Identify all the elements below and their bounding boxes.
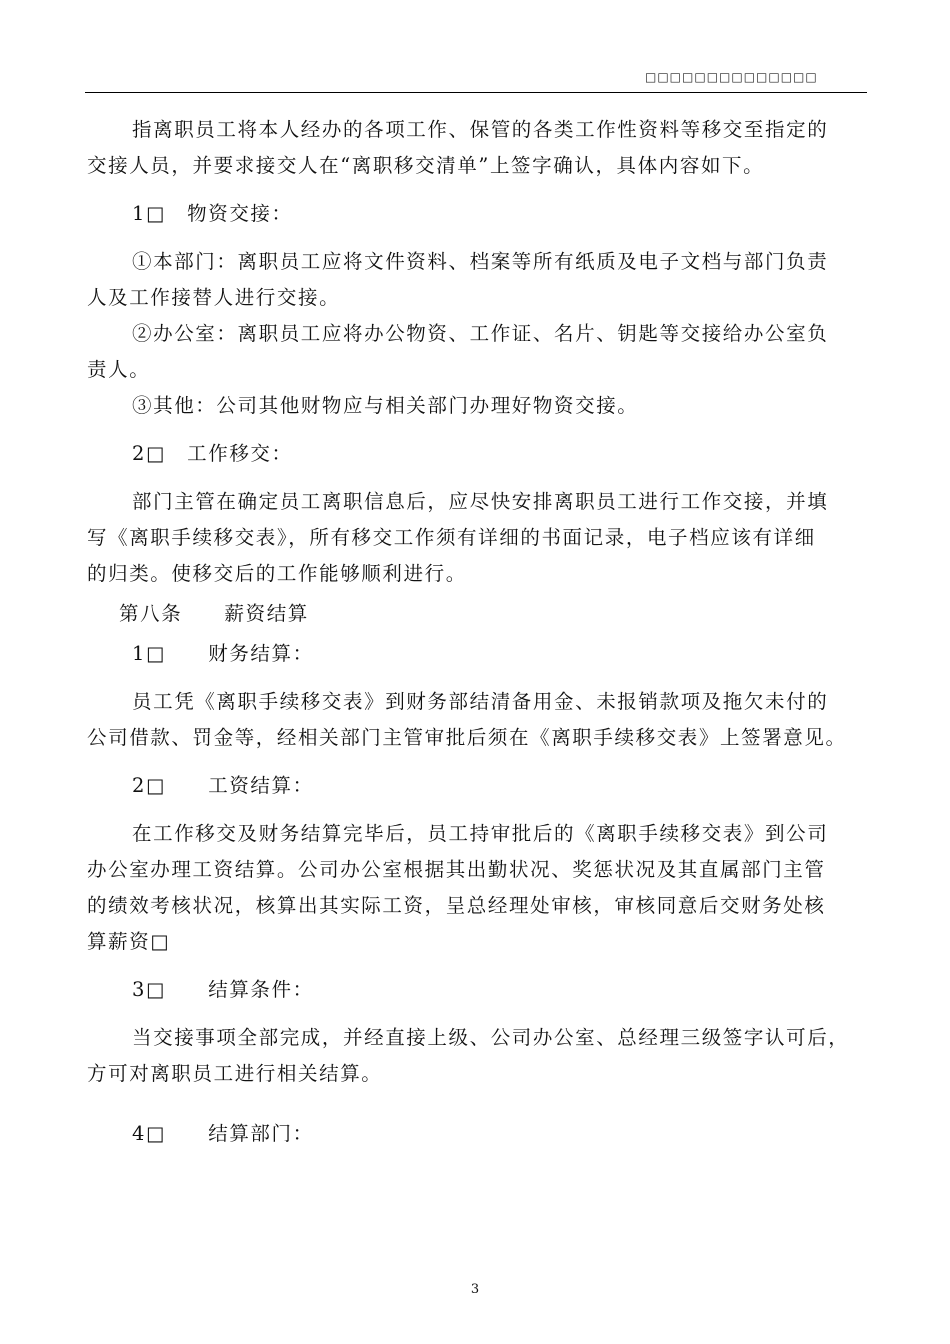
paragraph-line: 当交接事项全部完成，并经直接上级、公司办公室、总经理三级签字认可后，	[132, 1026, 850, 1049]
paragraph-line: 算薪资□	[87, 930, 171, 953]
paragraph-line: 员工凭《离职手续移交表》到财务部结清备用金、未报销款项及拖欠未付的	[132, 690, 829, 713]
page-number: 3	[470, 1282, 480, 1297]
header-rule	[85, 92, 867, 93]
paragraph-line: 在工作移交及财务结算完毕后，员工持审批后的《离职手续移交表》到公司	[132, 822, 829, 845]
document-body	[87, 112, 865, 1152]
subheading-material-handover: 1□ 物资交接：	[132, 202, 293, 225]
subheading-work-handover: 2□ 工作移交：	[132, 442, 293, 465]
paragraph-line: 公司借款、罚金等，经相关部门主管审批后须在《离职手续移交表》上签署意见。	[87, 726, 847, 749]
paragraph-line: 的绩效考核状况，核算出其实际工资，呈总经理处审核，审核同意后交财务处核	[87, 894, 826, 917]
paragraph-line: 指离职员工将本人经办的各项工作、保管的各类工作性资料等移交至指定的	[132, 118, 829, 141]
paragraph-line: 交接人员，并要求接交人在“离职移交清单”上签字确认，具体内容如下。	[87, 154, 765, 177]
subheading-settlement-conditions: 3□ 结算条件：	[132, 978, 314, 1001]
paragraph-line: 责人。	[87, 358, 151, 381]
paragraph-line: 部门主管在确定员工离职信息后，应尽快安排离职员工进行工作交接，并填	[132, 490, 829, 513]
article-heading: 第八条 薪资结算	[119, 602, 309, 625]
paragraph-line: 的归类。使移交后的工作能够顺利进行。	[87, 562, 467, 585]
paragraph-line: ③其他：公司其他财物应与相关部门办理好物资交接。	[132, 394, 639, 417]
paragraph-line: 方可对离职员工进行相关结算。	[87, 1062, 383, 1085]
subheading-financial-settlement: 1□ 财务结算：	[132, 642, 314, 665]
running-header: □□□□□□□□□□□□□□	[645, 70, 818, 84]
subheading-salary-settlement: 2□ 工资结算：	[132, 774, 314, 797]
paragraph-line: ①本部门：离职员工应将文件资料、档案等所有纸质及电子文档与部门负责	[132, 250, 829, 273]
paragraph-line: ②办公室：离职员工应将办公物资、工作证、名片、钥匙等交接给办公室负	[132, 322, 829, 345]
subheading-settlement-department: 4□ 结算部门：	[132, 1122, 314, 1145]
paragraph-line: 人及工作接替人进行交接。	[87, 286, 341, 309]
paragraph-line: 办公室办理工资结算。公司办公室根据其出勤状况、奖惩状况及其直属部门主管	[87, 858, 826, 881]
paragraph-line: 写《离职手续移交表》，所有移交工作须有详细的书面记录，电子档应该有详细	[87, 526, 816, 549]
